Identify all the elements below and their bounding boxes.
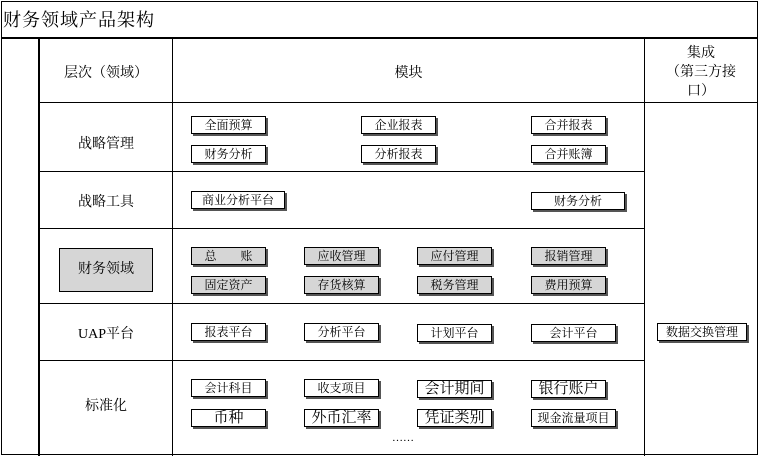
row-divider-1 xyxy=(39,171,644,172)
module-box: 外币汇率 xyxy=(304,409,379,427)
module-box: 银行账户 xyxy=(531,380,606,398)
module-box: 会计科目 xyxy=(191,379,266,397)
layer-module-divider xyxy=(172,38,173,456)
module-box: 费用预算 xyxy=(531,276,606,294)
module-box: 报表平台 xyxy=(191,323,266,341)
row-label-standard: 标准化 xyxy=(85,399,127,414)
more-indicator: …… xyxy=(392,432,414,444)
module-box: 合并报表 xyxy=(531,116,606,134)
module-box: 收支项目 xyxy=(304,379,379,397)
module-box: 商业分析平台 xyxy=(191,191,285,209)
row-divider-3 xyxy=(39,303,644,304)
module-box: 报销管理 xyxy=(531,247,606,265)
module-box: 全面预算 xyxy=(191,116,266,134)
module-box: 现金流量项目 xyxy=(531,409,616,427)
left-margin-line xyxy=(38,38,40,456)
module-box: 存货核算 xyxy=(304,276,379,294)
module-box: 财务分析 xyxy=(191,145,266,163)
row-label-strategy-mgmt: 战略管理 xyxy=(78,137,134,152)
row-label-strategy-tools: 战略工具 xyxy=(78,195,134,210)
module-box: 分析报表 xyxy=(361,145,436,163)
row-divider-2 xyxy=(39,228,644,229)
header-layer: 层次（领域） xyxy=(64,66,148,81)
module-box: 企业报表 xyxy=(361,116,436,134)
header-bottom-line xyxy=(39,102,758,103)
module-box: 应付管理 xyxy=(417,247,492,265)
integration-box: 数据交换管理 xyxy=(657,323,747,341)
diagram-title: 财务领域产品架构 xyxy=(3,10,155,30)
row-label-finance: 财务领域 xyxy=(59,248,153,292)
header-integration-3: 口） xyxy=(687,84,715,99)
module-box: 会计期间 xyxy=(417,380,492,398)
header-integration-1: 集成 xyxy=(687,46,715,61)
module-box: 财务分析 xyxy=(531,192,625,210)
module-box: 固定资产 xyxy=(191,276,266,294)
module-box: 会计平台 xyxy=(531,324,616,342)
module-box: 凭证类别 xyxy=(417,409,492,427)
module-box: 合并账簿 xyxy=(531,145,606,163)
module-box: 总 账 xyxy=(191,247,266,265)
header-module: 模块 xyxy=(394,66,423,81)
module-box: 应收管理 xyxy=(304,247,379,265)
header-integration-2: （第三方接 xyxy=(666,65,736,80)
module-box: 计划平台 xyxy=(417,324,492,342)
module-box: 分析平台 xyxy=(304,323,379,341)
module-box: 币种 xyxy=(191,409,266,427)
module-box: 税务管理 xyxy=(417,276,492,294)
module-integration-divider xyxy=(644,38,645,456)
row-label-uap: UAP平台 xyxy=(77,327,134,342)
row-divider-4 xyxy=(39,360,644,361)
